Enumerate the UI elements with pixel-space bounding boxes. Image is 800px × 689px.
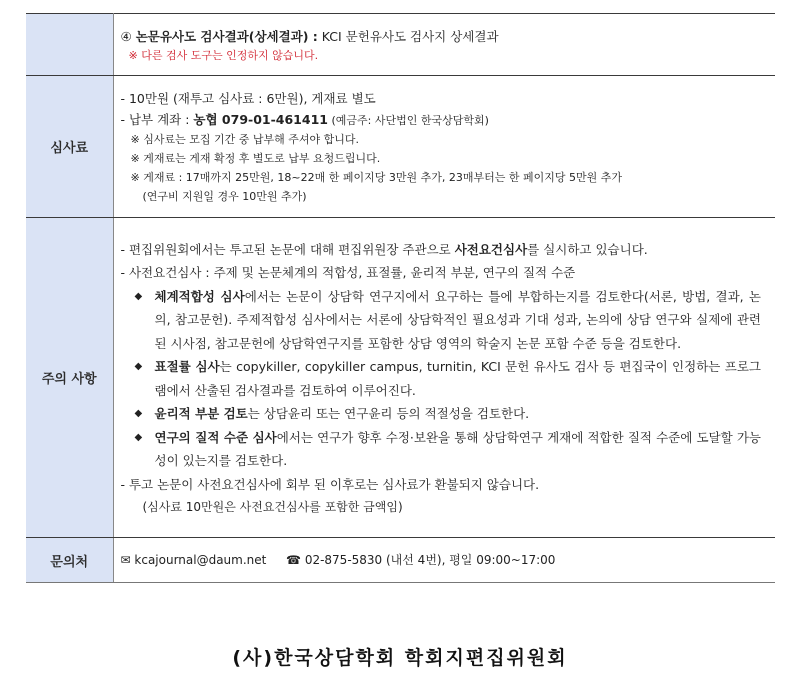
row-similarity-check <box>26 14 775 76</box>
row-label-contact: 문의처 <box>26 538 113 583</box>
bullet-heading: 윤리적 부분 검토 <box>154 406 248 421</box>
row-review-fee <box>26 76 775 218</box>
refund-policy-note: (심사료 10만원은 사전요건심사를 포함한 금액임) <box>142 500 403 514</box>
diamond-bullet-icon: ◆ <box>134 408 143 419</box>
bullet-heading: 연구의 질적 수준 심사 <box>154 429 277 445</box>
pre-review-keyword: 사전요건심사 <box>454 241 528 257</box>
envelope-icon: ✉ <box>120 552 131 567</box>
bullet-text: 에서는 연구가 향후 수정·보완을 통해 상담학연구 게재에 적합한 질적 수준에 도달할 가능성이 있는지를 검토한다. <box>154 429 761 468</box>
bullet-text: 는 copykiller, copykiller campus, turnitin, KCI 문헌 유사도 검사 등 편집국이 인정하는 프로그램에서 산출된 검사결과를 검토하여 이루어진다. <box>154 359 761 398</box>
pre-review-criteria: - 사전요건심사 : 주제 및 논문체계의 적합성, 표절률, 윤리적 부분, 연구의 질적 수준 <box>120 265 576 280</box>
bullet-quality-review <box>121 426 776 473</box>
review-fee-amount: - 10만원 (재투고 심사료 : 6만원), 게재료 별도 <box>120 90 376 106</box>
refund-policy: - 투고 논문이 사전요건심사에 회부 된 이후로는 심사료가 환불되지 않습니다. <box>120 476 540 492</box>
submission-info-table <box>26 13 775 583</box>
contact-phone: 02-875-5830 (내선 4번), 평일 09:00~17:00 <box>304 552 556 567</box>
contact-cell <box>113 538 775 583</box>
diamond-bullet-icon: ◆ <box>134 361 143 372</box>
bank-account-number: 농협 079-01-461411 <box>193 111 328 127</box>
similarity-check-cell <box>113 14 775 76</box>
pre-review-intro-end: 를 실시하고 있습니다. <box>527 241 648 257</box>
pre-review-intro <box>121 238 776 262</box>
circled-four-icon: ④ <box>120 29 132 44</box>
similarity-check-title <box>121 27 776 46</box>
bullet-text: 에서는 논문이 상담학 연구지에서 요구하는 틀에 부합하는지를 검토한다(서론, 방법, 결과, 논의, 참고문헌). 주제적합성 심사에서는 서론에 상담학적인 필요성과 기대 성과, 논의에 상담 연구와 실제에 관련된 시사점, 참고문헌에 상담학연구지를 포함한 상담 영역의 학술지 논문 포함 수준 등을 검토한다. <box>154 288 761 351</box>
bullet-ethics-review <box>121 402 776 426</box>
fee-note-2: ※ 게재료는 게재 확정 후 별도로 납부 요청드립니다. <box>130 151 381 165</box>
row-contact <box>26 538 775 583</box>
precautions-cell <box>113 218 775 538</box>
bullet-heading: 체계적합성 심사 <box>154 288 245 304</box>
row-label-precautions: 주의 사항 <box>26 218 113 538</box>
bullet-structure-review <box>121 285 776 356</box>
review-fee-cell <box>113 76 775 218</box>
bullet-heading: 표절률 심사 <box>154 359 220 374</box>
payment-account-prefix: - 납부 계좌 : <box>120 111 194 127</box>
row-precautions <box>26 218 775 538</box>
row-label-review-fee: 심사료 <box>26 76 113 218</box>
diamond-bullet-icon: ◆ <box>134 431 143 443</box>
fee-note-1: ※ 심사료는 모집 기간 중 납부해 주셔야 합니다. <box>130 132 359 146</box>
diamond-bullet-icon: ◆ <box>134 290 143 302</box>
bullet-text: 는 상담윤리 또는 연구윤리 등의 적절성을 검토한다. <box>247 406 530 421</box>
other-tools-warning: ※ 다른 검사 도구는 인정하지 않습니다. <box>128 49 319 62</box>
account-holder: (예금주: 사단법인 한국상담학회) <box>327 113 489 127</box>
fee-note-3: ※ 게재료 : 17매까지 25만원, 18~22매 한 페이지당 3만원 추가, 23매부터는 한 페이지당 5만원 추가 <box>130 170 622 184</box>
committee-signature: (사)한국상담학회 학회지편집위원회 <box>232 647 568 669</box>
row-label-empty <box>26 14 113 76</box>
contact-email-link[interactable]: kcajournal@daum.net <box>134 552 267 567</box>
similarity-check-heading: 논문유사도 검사결과(상세결과) : <box>135 29 318 44</box>
fee-note-sub: (연구비 지원일 경우 10만원 추가) <box>142 189 307 203</box>
phone-icon: ☎ <box>286 552 301 567</box>
similarity-check-description: KCI 문헌유사도 검사지 상세결과 <box>317 29 499 44</box>
bullet-plagiarism-review <box>121 355 776 402</box>
pre-review-intro-text: - 편집위원회에서는 투고된 논문에 대해 편집위원장 주관으로 <box>120 241 455 257</box>
payment-account <box>121 109 776 130</box>
